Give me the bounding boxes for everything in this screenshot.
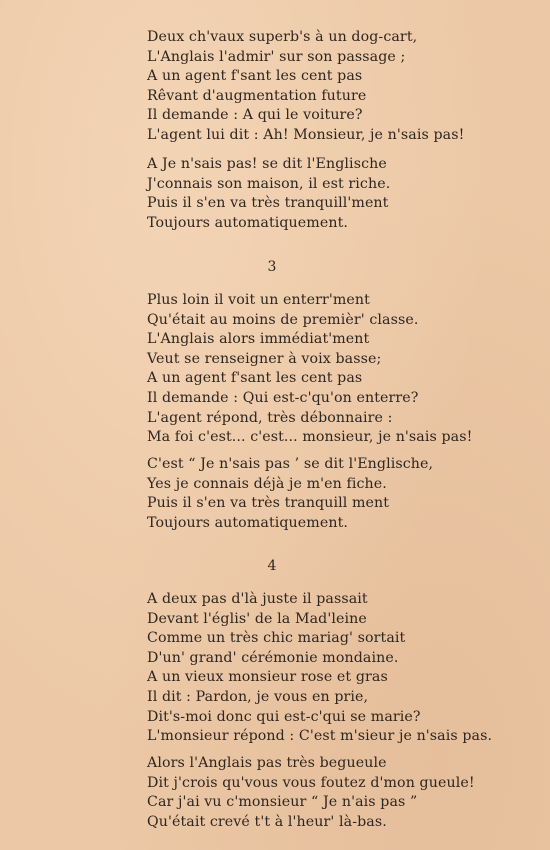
section-number: 4 [267,558,277,574]
verse-line: L'agent lui dit : Ah! Monsieur, je n'sais pas! [147,126,465,143]
verse-line: Il dit : Pardon, je vous en prie, [147,688,369,705]
verse-line: Devant l'églis' de la Mad'leine [147,610,367,627]
verse-line: Il demande : A qui le voiture? [147,107,363,124]
verse-line: J'connais son maison, il est riche. [147,175,391,192]
verse-line: A un agent f'sant les cent pas [147,370,363,387]
verse-line: Dit's-moi donc qui est-c'qui se marie? [147,708,421,725]
verse-line: Veut se renseigner à voix basse; [147,350,382,367]
verse-line: Yes je connais déjà je m'en fiche. [147,475,387,492]
stanza-4 [147,455,433,533]
verse-line: L'monsieur répond : C'est m'sieur je n'sais pas. [147,728,493,745]
verse-line: Toujours automatiquement. [147,214,348,231]
verse-line: Alors l'Anglais pas très begueule [147,755,387,771]
stanza-2 [147,155,390,233]
verse-line: Comme un très chic mariag' sortait [147,630,406,647]
verse-line: Car j'ai vu c'monsieur “ Je n'ais pas ” [147,794,418,811]
verse-line: Deux ch'vaux superb's à un dog-cart, [147,29,418,45]
stanza-1 [147,28,464,146]
verse-line: A un vieux monsieur rose et gras [147,669,388,686]
verse-line: Qu'était crevé t't à l'heur' là-bas. [147,813,387,830]
verse-line: Dit j'crois qu'vous vous foutez d'mon gueule! [147,774,475,791]
verse-line: Rêvant d'augmentation future [147,87,367,104]
verse-line: C'est “ Je n'sais pas ’ se dit l'Englische, [147,456,434,472]
verse-line: L'agent répond, très débonnaire : [147,409,393,426]
verse-line: Plus loin il voit un enterr'ment [147,292,370,308]
verse-line: Il demande : Qui est-c'qu'on enterre? [147,389,419,406]
verse-line: Puis il s'en va très tranquill'ment [147,195,389,212]
verse-line: L'Anglais l'admir' sur son passage ; [147,48,406,65]
verse-line: A un agent f'sant les cent pas [147,68,363,85]
verse-line: Ma foi c'est... c'est... monsieur, je n'sais pas! [147,429,473,446]
stanza-5 [147,590,492,747]
verse-line: Qu'était au moins de premièr' classe. [147,311,419,328]
stanza-3 [147,291,472,448]
verse-line: L'Anglais alors immédiat'ment [147,331,370,348]
verse-line: A Je n'sais pas! se dit l'Englische [147,156,387,172]
verse-line: A deux pas d'là juste il passait [147,591,368,607]
verse-line: Puis il s'en va très tranquill ment [147,495,390,512]
stanza-6 [147,754,475,832]
verse-line: D'un' grand' cérémonie mondaine. [147,649,399,666]
verse-line: Toujours automatiquement. [147,514,348,531]
section-number: 3 [267,259,277,275]
